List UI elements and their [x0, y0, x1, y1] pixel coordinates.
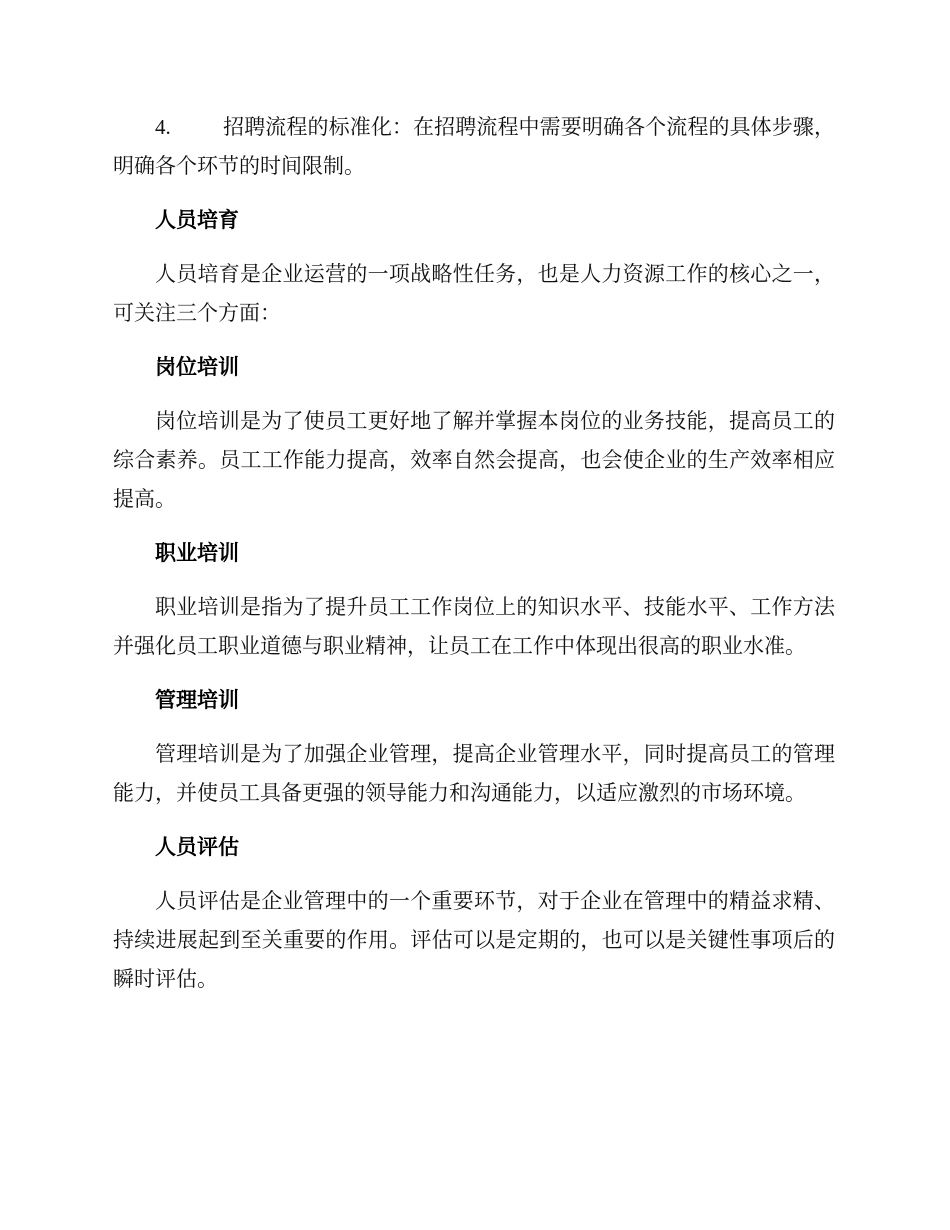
paragraph-personnel-evaluation: 人员评估是企业管理中的一个重要环节，对于企业在管理中的精益求精、持续进展起到至关重要的作用。评估可以是定期的，也可以是关键性事项后的瞬时评估。: [113, 889, 835, 991]
paragraph-job-training: 岗位培训是为了使员工更好地了解并掌握本岗位的业务技能，提高员工的综合素养。员工工作能力提高，效率自然会提高，也会使企业的生产效率相应提高。: [113, 409, 835, 511]
list-item-text: 招聘流程的标准化：在招聘流程中需要明确各个流程的具体步骤，明确各个环节的时间限制。: [113, 115, 835, 178]
paragraph-vocational-training: 职业培训是指为了提升员工工作岗位上的知识水平、技能水平、工作方法并强化员工职业道德与职业精神，让员工在工作中体现出很高的职业水准。: [113, 595, 835, 658]
heading-job-training: 岗位培训: [155, 355, 239, 379]
list-item-number: 4.: [155, 115, 171, 139]
paragraph-personnel-training: 人员培育是企业运营的一项战略性任务，也是人力资源工作的核心之一，可关注三个方面：: [113, 262, 835, 325]
heading-management-training: 管理培训: [155, 688, 239, 712]
heading-personnel-evaluation: 人员评估: [155, 835, 239, 859]
heading-personnel-training: 人员培育: [155, 208, 239, 232]
heading-vocational-training: 职业培训: [155, 541, 239, 565]
paragraph-management-training: 管理培训是为了加强企业管理，提高企业管理水平，同时提高员工的管理能力，并使员工具备更强的领导能力和沟通能力，以适应激烈的市场环境。: [113, 742, 835, 805]
document-content: [113, 108, 835, 1014]
list-item-recruitment-standardization: [113, 108, 835, 186]
